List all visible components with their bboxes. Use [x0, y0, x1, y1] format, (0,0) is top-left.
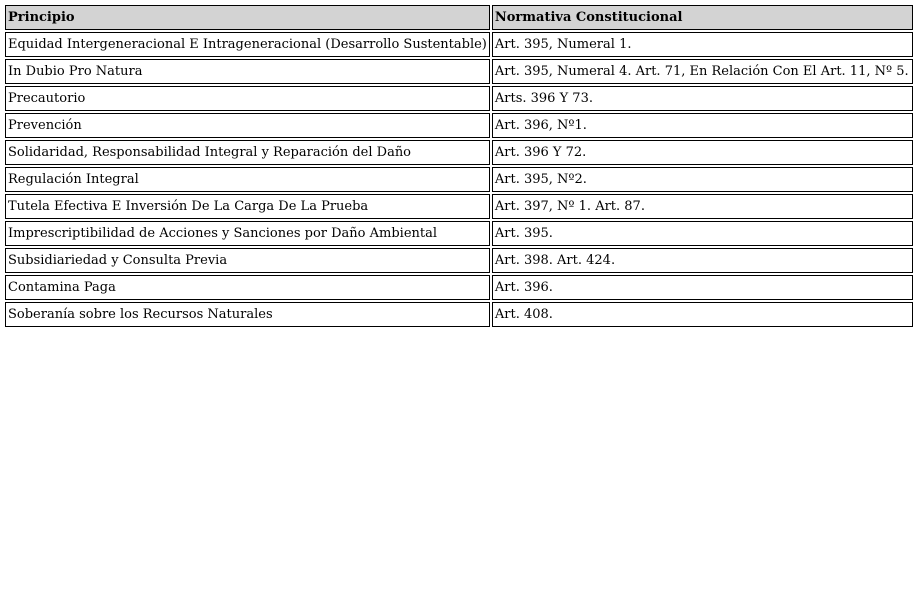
normativa-cell: Art. 396. — [492, 275, 913, 300]
normativa-cell: Art. 395, Numeral 4. Art. 71, En Relación Con El Art. 11, Nº 5. — [492, 59, 913, 84]
normativa-cell: Art. 395. — [492, 221, 913, 246]
normativa-cell: Art. 398. Art. 424. — [492, 248, 913, 273]
normativa-cell: Art. 396, Nº1. — [492, 113, 913, 138]
principio-cell: Precautorio — [5, 86, 490, 111]
principio-cell: Equidad Intergeneracional E Intrageneracional (Desarrollo Sustentable) — [5, 32, 490, 57]
principio-cell: Soberanía sobre los Recursos Naturales — [5, 302, 490, 327]
table-row — [5, 302, 913, 327]
principio-cell: Solidaridad, Responsabilidad Integral y Reparación del Daño — [5, 140, 490, 165]
normativa-cell: Art. 395, Numeral 1. — [492, 32, 913, 57]
principio-cell: Regulación Integral — [5, 167, 490, 192]
table-row — [5, 221, 913, 246]
table-row — [5, 113, 913, 138]
table-row — [5, 248, 913, 273]
table-row — [5, 194, 913, 219]
principio-cell: Contamina Paga — [5, 275, 490, 300]
principles-table — [3, 3, 915, 329]
table-row — [5, 275, 913, 300]
header-principio: Principio — [5, 5, 490, 30]
principio-cell: Imprescriptibilidad de Acciones y Sanciones por Daño Ambiental — [5, 221, 490, 246]
normativa-cell: Art. 408. — [492, 302, 913, 327]
normativa-cell: Art. 395, Nº2. — [492, 167, 913, 192]
table-row — [5, 86, 913, 111]
table-header-row — [5, 5, 913, 30]
normativa-cell: Art. 397, Nº 1. Art. 87. — [492, 194, 913, 219]
table-row — [5, 167, 913, 192]
normativa-cell: Art. 396 Y 72. — [492, 140, 913, 165]
principio-cell: Subsidiariedad y Consulta Previa — [5, 248, 490, 273]
table-row — [5, 59, 913, 84]
normativa-cell: Arts. 396 Y 73. — [492, 86, 913, 111]
principio-cell: Tutela Efectiva E Inversión De La Carga De La Prueba — [5, 194, 490, 219]
principio-cell: In Dubio Pro Natura — [5, 59, 490, 84]
header-normativa: Normativa Constitucional — [492, 5, 913, 30]
table-row — [5, 140, 913, 165]
principio-cell: Prevención — [5, 113, 490, 138]
table-row — [5, 32, 913, 57]
